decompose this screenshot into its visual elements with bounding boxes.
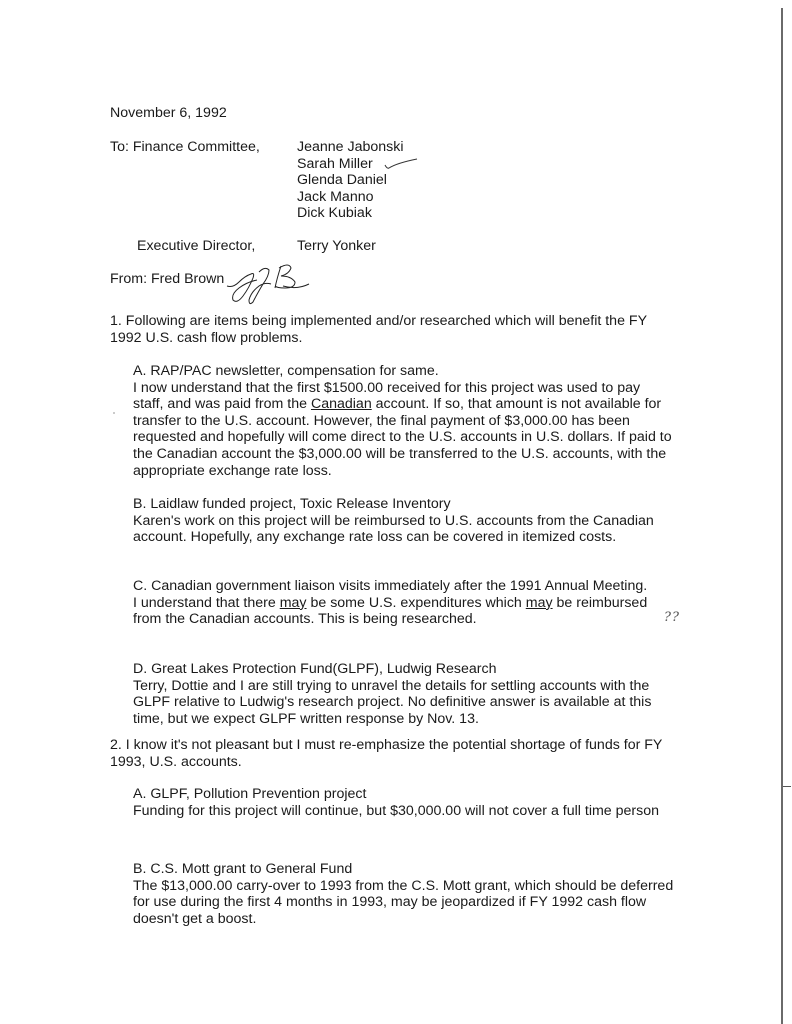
- recipient: Sarah Miller: [297, 155, 373, 172]
- item-heading: A. RAP/PAC newsletter, compensation for same.: [133, 363, 439, 379]
- item-body: I now understand that the first $1500.00 received for this project was used to pay staff, and was paid from the Canadian account. If so, that amount is not available for transfer to the U.S. account. However, the final payment of $3,000.00 has been requested and hopefully will come direct to the U.S. accounts in U.S. dollars. If paid to the Canadian account the $3,000.00 will be transferred to the U.S. accounts, with the appropriate exchange rate loss.: [133, 379, 672, 479]
- item-body: Terry, Dottie and I are still trying to unravel the details for settling accounts with the GLPF relative to Ludwig's research project. No definitive answer is available at this time, but we expect GLPF written response by Nov. 13.: [133, 677, 652, 727]
- item-2b: [133, 861, 678, 927]
- item-heading: C. Canadian government liaison visits immediately after the 1991 Annual Meeting.: [133, 578, 648, 594]
- page-edge-line: [781, 8, 783, 1024]
- page-edge-tick: [783, 786, 791, 787]
- checkmark-icon: [383, 157, 419, 171]
- from-line: From: Fred Brown: [110, 271, 225, 287]
- item-1a: [133, 363, 673, 479]
- executive-name: Terry Yonker: [297, 238, 376, 254]
- item-1d: [133, 661, 673, 727]
- item-heading: B. C.S. Mott grant to General Fund: [133, 861, 353, 877]
- item-heading: A. GLPF, Pollution Prevention project: [133, 786, 367, 802]
- recipient: Jack Manno: [297, 188, 374, 205]
- to-label: To: Finance Committee,: [110, 139, 260, 155]
- recipient: Dick Kubiak: [297, 205, 372, 221]
- item-1c: [133, 578, 653, 628]
- item-body: The $13,000.00 carry-over to 1993 from the C.S. Mott grant, which should be deferred for use during the first 4 months in 1993, may be jeopardized if FY 1992 cash flow doesn't get a boost.: [133, 877, 674, 927]
- signature-initials: [225, 262, 315, 306]
- executive-label: Executive Director,: [137, 238, 256, 254]
- item-body: Funding for this project will continue, but $30,000.00 will not cover a full time person: [133, 802, 660, 819]
- item-body: Karen's work on this project will be reimbursed to U.S. accounts from the Canadian account. Hopefully, any exchange rate loss can be covered in itemized costs.: [133, 512, 654, 546]
- item-2a: [133, 786, 678, 819]
- item-heading: B. Laidlaw funded project, Toxic Release Inventory: [133, 496, 451, 512]
- recipient: Jeanne Jabonski: [297, 139, 404, 155]
- item-heading: D. Great Lakes Protection Fund(GLPF), Ludwig Research: [133, 661, 497, 677]
- item-body: I understand that there may be some U.S. expenditures which may be reimbursed from the Canadian accounts. This is being researched.: [133, 594, 648, 628]
- section-1-intro: 1. Following are items being implemented and/or researched which will benefit the FY 1992 U.S. cash flow problems.: [110, 313, 647, 346]
- memo-date: November 6, 1992: [110, 105, 227, 121]
- section-2-intro: 2. I know it's not pleasant but I must re-emphasize the potential shortage of funds for FY 1993, U.S. accounts.: [110, 737, 663, 770]
- recipient: Glenda Daniel: [297, 172, 387, 188]
- underlined-word: Canadian: [310, 396, 372, 413]
- item-1b: [133, 496, 673, 546]
- handwritten-margin-note: ??: [664, 610, 680, 625]
- scan-speck: [113, 412, 115, 414]
